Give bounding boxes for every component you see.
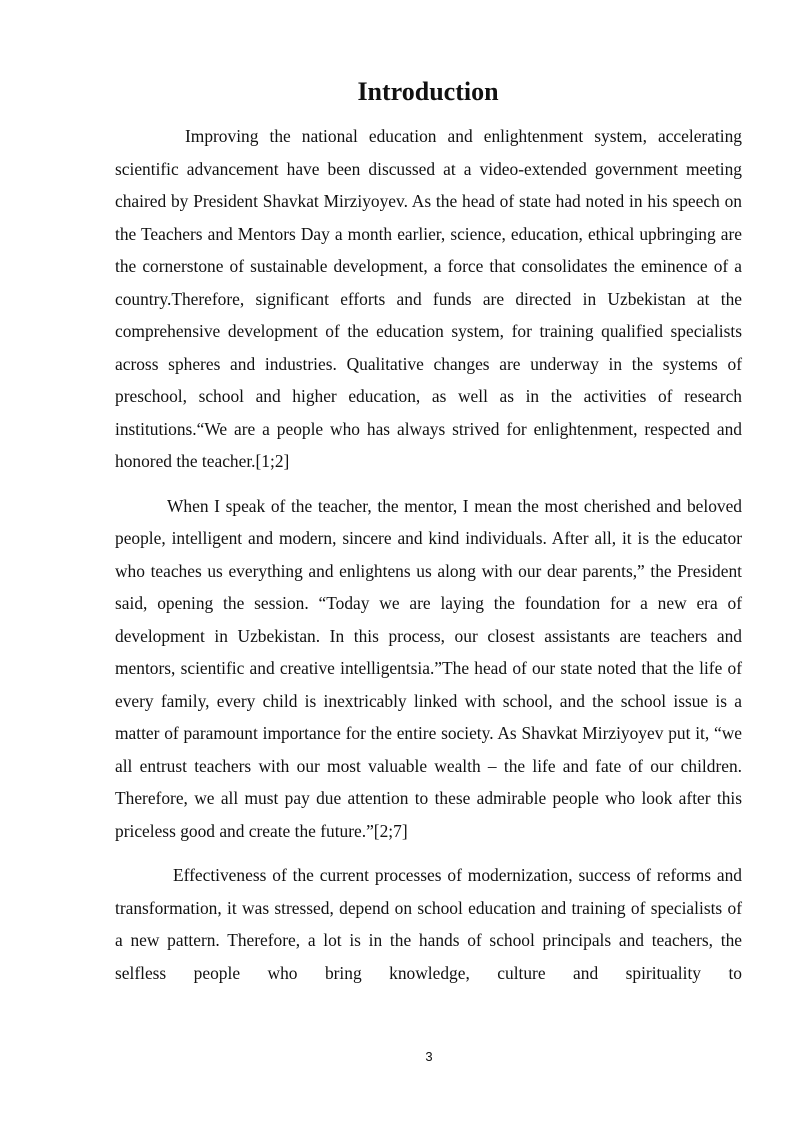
paragraph-3: Effectiveness of the current processes of modernization, success of reforms and transformation, it was stressed, depend on school education and training of specialists of a new pattern. Therefore, a lot is in the hands of school principals and teachers, the selfless people who bring knowledge, culture and spirituality to: [115, 865, 742, 983]
page-title: Introduction: [357, 77, 499, 106]
body-text: [115, 120, 742, 989]
page-number: 3: [425, 1049, 433, 1064]
paragraph-1: Improving the national education and enlightenment system, accelerating scientific advancement have been discussed at a video-extended government meeting chaired by President Shavkat Mirziyoyev. As the head of state had noted in his speech on the Teachers and Mentors Day a month earlier, science, education, ethical upbringing are the cornerstone of sustainable development, a force that consolidates the eminence of a country.Therefore, significant efforts and funds are directed in Uzbekistan at the comprehensive development of the education system, for training qualified specialists across spheres and industries. Qualitative changes are underway in the systems of preschool, school and higher education, as well as in the activities of research institutions.“We are a people who has always strived for enlightenment, respected and honored the teacher.[1;2]: [115, 126, 742, 471]
paragraph-2: When I speak of the teacher, the mentor, I mean the most cherished and beloved people, intelligent and modern, sincere and kind individuals. After all, it is the educator who teaches us everything and enlightens us along with our dear parents,” the President said, opening the session. “Today we are laying the foundation for a new era of development in Uzbekistan. In this process, our closest assistants are teachers and mentors, scientific and creative intelligentsia.”The head of our state noted that the life of every family, every child is inextricably linked with school, and the school issue is a matter of paramount importance for the entire society. As Shavkat Mirziyoyev put it, “we all entrust teachers with our most valuable wealth – the life and fate of our children. Therefore, we all must pay due attention to these admirable people who look after this priceless good and create the future.”[2;7]: [115, 495, 742, 841]
